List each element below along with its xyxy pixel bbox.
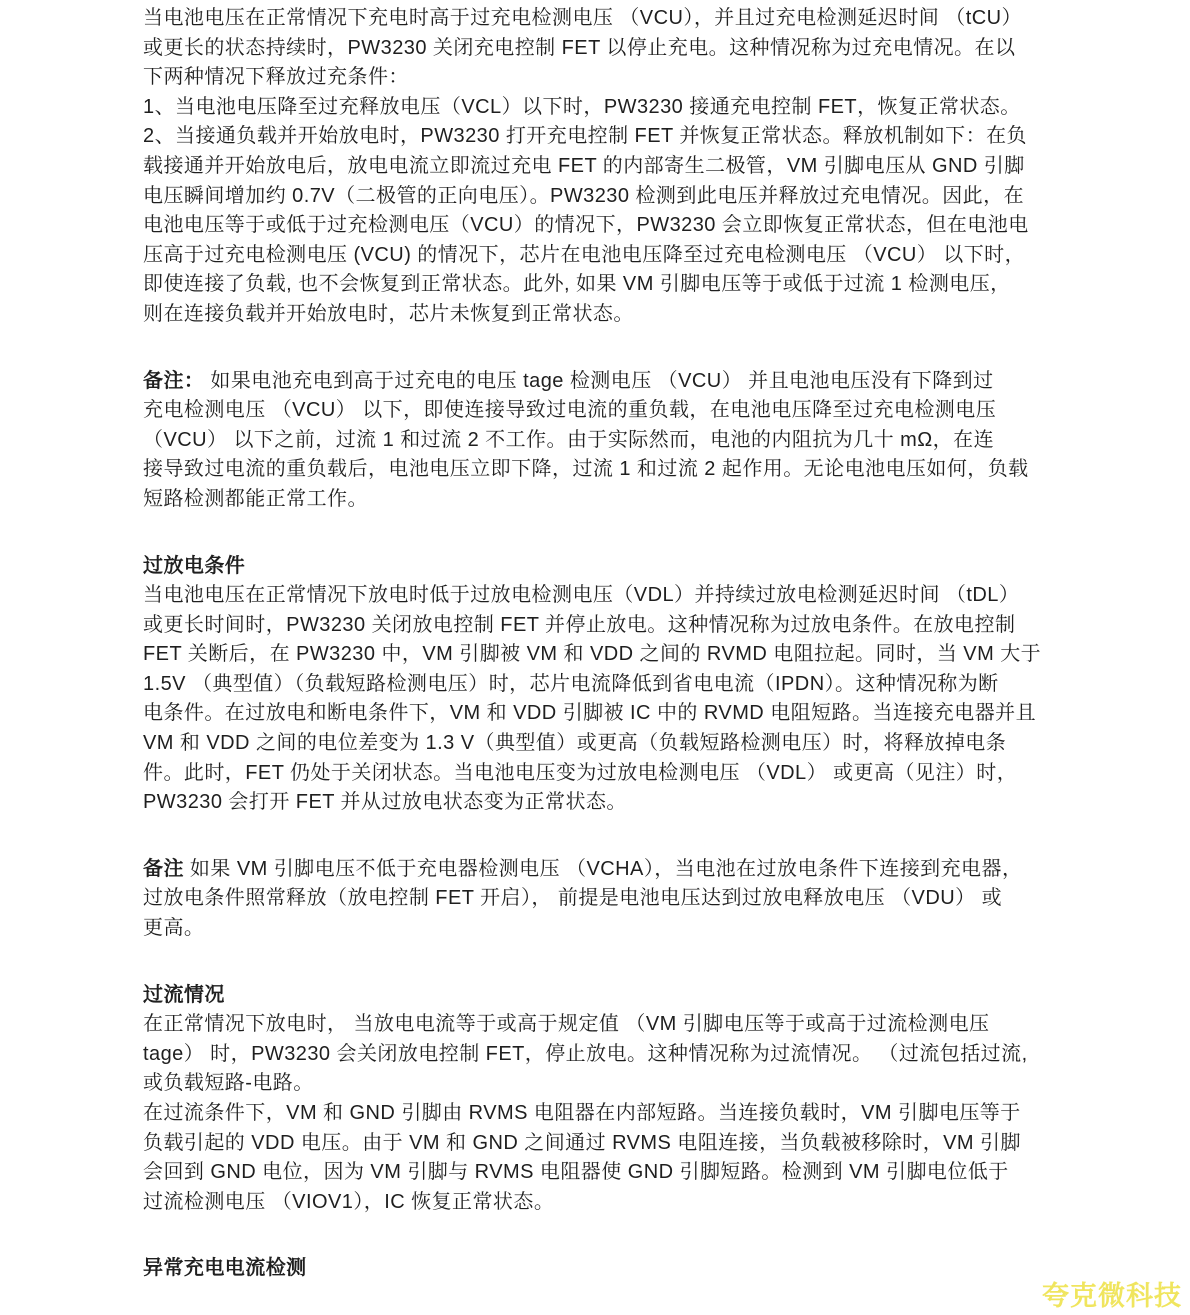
paragraph	[143, 1010, 1048, 1217]
text-line: 压高于过充电检测电压 (VCU) 的情况下，芯片在电池电压降至过充电检测电压 （VCU） 以下时，	[143, 243, 1026, 266]
text-line: 则在连接负载并开始放电时，芯片未恢复到正常状态。	[143, 302, 634, 325]
text-line: FET 关断后，在 PW3230 中，VM 引脚被 VM 和 VDD 之间的 RVMD 电阻拉起。同时，当 VM 大于	[143, 643, 1042, 666]
text-line: 当电池电压在正常情况下放电时低于过放电检测电压（VDL）并持续过放电检测延迟时间 （tDL）	[143, 584, 1020, 607]
note-paragraph	[143, 855, 1048, 944]
text-line: 或更长时间时，PW3230 关闭放电控制 FET 并停止放电。这种情况称为过放电条件。在放电控制	[143, 613, 1016, 636]
section-heading	[143, 981, 1048, 1011]
text-line: 过流检测电压 （VIOV1），IC 恢复正常状态。	[143, 1190, 555, 1213]
text-line: 载接通并开始放电后，放电电流立即流过充电 FET 的内部寄生二极管，VM 引脚电压从 GND 引脚	[143, 154, 1025, 177]
text-line: 过流情况	[143, 983, 225, 1006]
text-line: （VCU） 以下之前，过流 1 和过流 2 不工作。由于实际然而，电池的内阻抗为几十 mΩ，在连	[143, 428, 995, 451]
text-line: 短路检测都能正常工作。	[143, 487, 368, 510]
text-line: 1、当电池电压降至过充释放电压（VCL）以下时，PW3230 接通充电控制 FET，恢复正常状态。	[143, 95, 1021, 118]
text-line: 更高。	[143, 917, 205, 940]
text-line: 电池电压等于或低于过充检测电压（VCU）的情况下，PW3230 会立即恢复正常状态，但在电池电	[143, 214, 1029, 237]
text-line: 过放电条件照常释放（放电控制 FET 开启）， 前提是电池电压达到过放电释放电压 （VDU） 或	[143, 887, 1003, 910]
text-line: PW3230 会打开 FET 并从过放电状态变为正常状态。	[143, 791, 627, 814]
note-paragraph	[143, 367, 1048, 515]
text-line: 下两种情况下释放过充条件：	[143, 66, 409, 89]
text-line: 或更长的状态持续时，PW3230 关闭充电控制 FET 以停止充电。这种情况称为过充电情况。在以	[143, 36, 1016, 59]
text-line: 即使连接了负载, 也不会恢复到正常状态。此外, 如果 VM 引脚电压等于或低于过流 1 检测电压，	[143, 273, 1011, 296]
text-line: 异常充电电流检测	[143, 1257, 307, 1280]
text-line: 会回到 GND 电位，因为 VM 引脚与 RVMS 电阻器使 GND 引脚短路。检测到 VM 引脚电位低于	[143, 1161, 1009, 1184]
paragraph	[143, 581, 1048, 818]
watermark-text: 夸克微科技	[1042, 1281, 1182, 1311]
text-line: 1.5V （典型值）（负载短路检测电压）时，芯片电流降低到省电电流（IPDN）。这种情况称为断	[143, 672, 999, 695]
text-line: 接导致过电流的重负载后，电池电压立即下降，过流 1 和过流 2 起作用。无论电池电压如何，负载	[143, 458, 1029, 481]
text-line: 在过流条件下，VM 和 GND 引脚由 RVMS 电阻器在内部短路。当连接负载时，VM 引脚电压等于	[143, 1102, 1021, 1124]
text-line: 当电池电压在正常情况下充电时高于过充电检测电压 （VCU），并且过充电检测延迟时间 （tCU）	[143, 7, 1022, 29]
text-line: 备注： 如果电池充电到高于过充电的电压 tage 检测电压 （VCU） 并且电池电压没有下降到过	[143, 369, 994, 392]
text-line: VM 和 VDD 之间的电位差变为 1.3 V（典型值）或更高（负载短路检测电压）时，将释放掉电条	[143, 732, 1007, 755]
document-body	[143, 4, 1048, 1284]
paragraph	[143, 4, 1048, 330]
text-line: 在正常情况下放电时， 当放电电流等于或高于规定值 （VM 引脚电压等于或高于过流检测电压	[143, 1013, 990, 1036]
text-line: 电压瞬间增加约 0.7V（二极管的正向电压）。PW3230 检测到此电压并释放过充电情况。因此，在	[143, 184, 1025, 207]
section-heading	[143, 552, 1048, 582]
section-heading	[143, 1254, 1048, 1284]
text-line: 充电检测电压 （VCU） 以下，即使连接导致过电流的重负载，在电池电压降至过充电检测电压	[143, 399, 997, 422]
text-line: 件。此时，FET 仍处于关闭状态。当电池电压变为过放电检测电压 （VDL） 或更高（见注）时，	[143, 761, 1018, 784]
text-line: 2、当接通负载并开始放电时，PW3230 打开充电控制 FET 并恢复正常状态。释放机制如下：在负	[143, 125, 1027, 148]
text-line: 电条件。在过放电和断电条件下，VM 和 VDD 引脚被 IC 中的 RVMD 电阻短路。当连接充电器并且	[143, 702, 1037, 725]
text-line: 负载引起的 VDD 电压。由于 VM 和 GND 之间通过 RVMS 电阻连接，当负载被移除时，VM 引脚	[143, 1131, 1021, 1154]
text-line: 过放电条件	[143, 554, 246, 577]
text-line: tage） 时，PW3230 会关闭放电控制 FET，停止放电。这种情况称为过流情况。 （过流包括过流,	[143, 1042, 1028, 1065]
text-line: 备注 如果 VM 引脚电压不低于充电器检测电压 （VCHA），当电池在过放电条件下连接到充电器，	[143, 857, 1023, 880]
text-line: 或负载短路-电路。	[143, 1072, 314, 1095]
